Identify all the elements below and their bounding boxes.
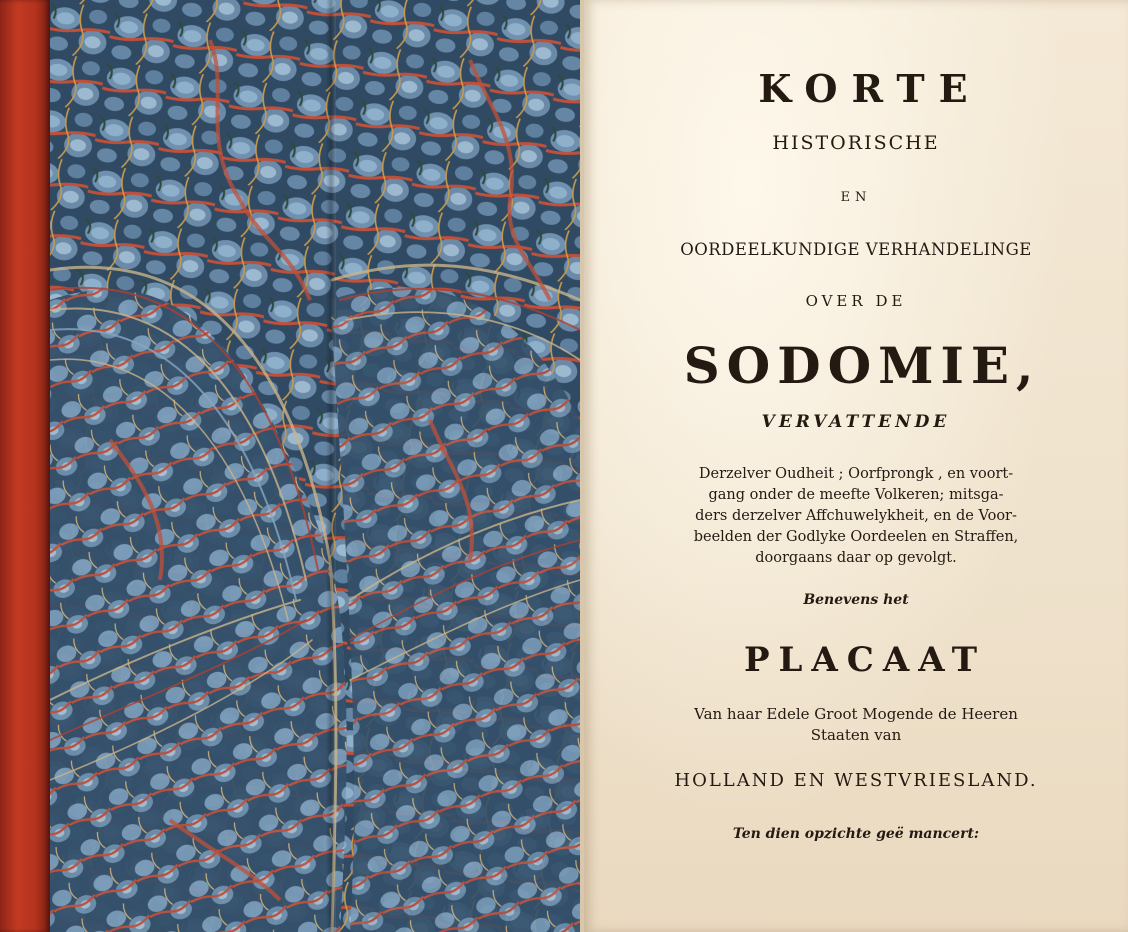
title-vervattende: VERVATTENDE [761, 412, 951, 432]
benevens-het: Benevens het [803, 592, 909, 608]
description-line: Derzelver Oudheit ; Oorfprongk , en voort- [698, 466, 1014, 482]
title-korte: KORTE [758, 66, 982, 111]
title-historische: HISTORISCHE [772, 132, 940, 154]
holland-westvriesland: HOLLAND EN WESTVRIESLAND. [674, 770, 1038, 791]
description-line: ders derzelver Affchuwelykheit, en de Voor- [695, 508, 1017, 524]
authority-line: Staaten van [810, 726, 902, 744]
title-over-de: OVER DE [805, 292, 907, 310]
description-line: doorgaans daar op gevolgt. [755, 550, 957, 566]
cover-crease [326, 0, 336, 932]
description-paragraph [644, 464, 1068, 569]
ten-dien-opzichte: Ten dien opzichte geë mancert: [732, 826, 980, 842]
title-page [584, 0, 1128, 932]
description-line: gang onder de meefte Volkeren; mitsga- [708, 487, 1004, 503]
title-oordeelkundige: OORDEELKUNDIGE VERHANDELINGE [680, 240, 1032, 259]
marbled-paper-cover [50, 0, 580, 932]
authority-line: Van haar Edele Groot Mogende de Heeren [694, 705, 1018, 723]
description-line: beelden der Godlyke Oordeelen en Straffen, [693, 529, 1019, 545]
title-en: EN [840, 190, 872, 205]
title-sodomie: SODOMIE, [683, 336, 1041, 395]
placaat-authority [584, 704, 1128, 746]
title-placaat: PLACAAT [743, 640, 987, 680]
red-spine [0, 0, 50, 932]
